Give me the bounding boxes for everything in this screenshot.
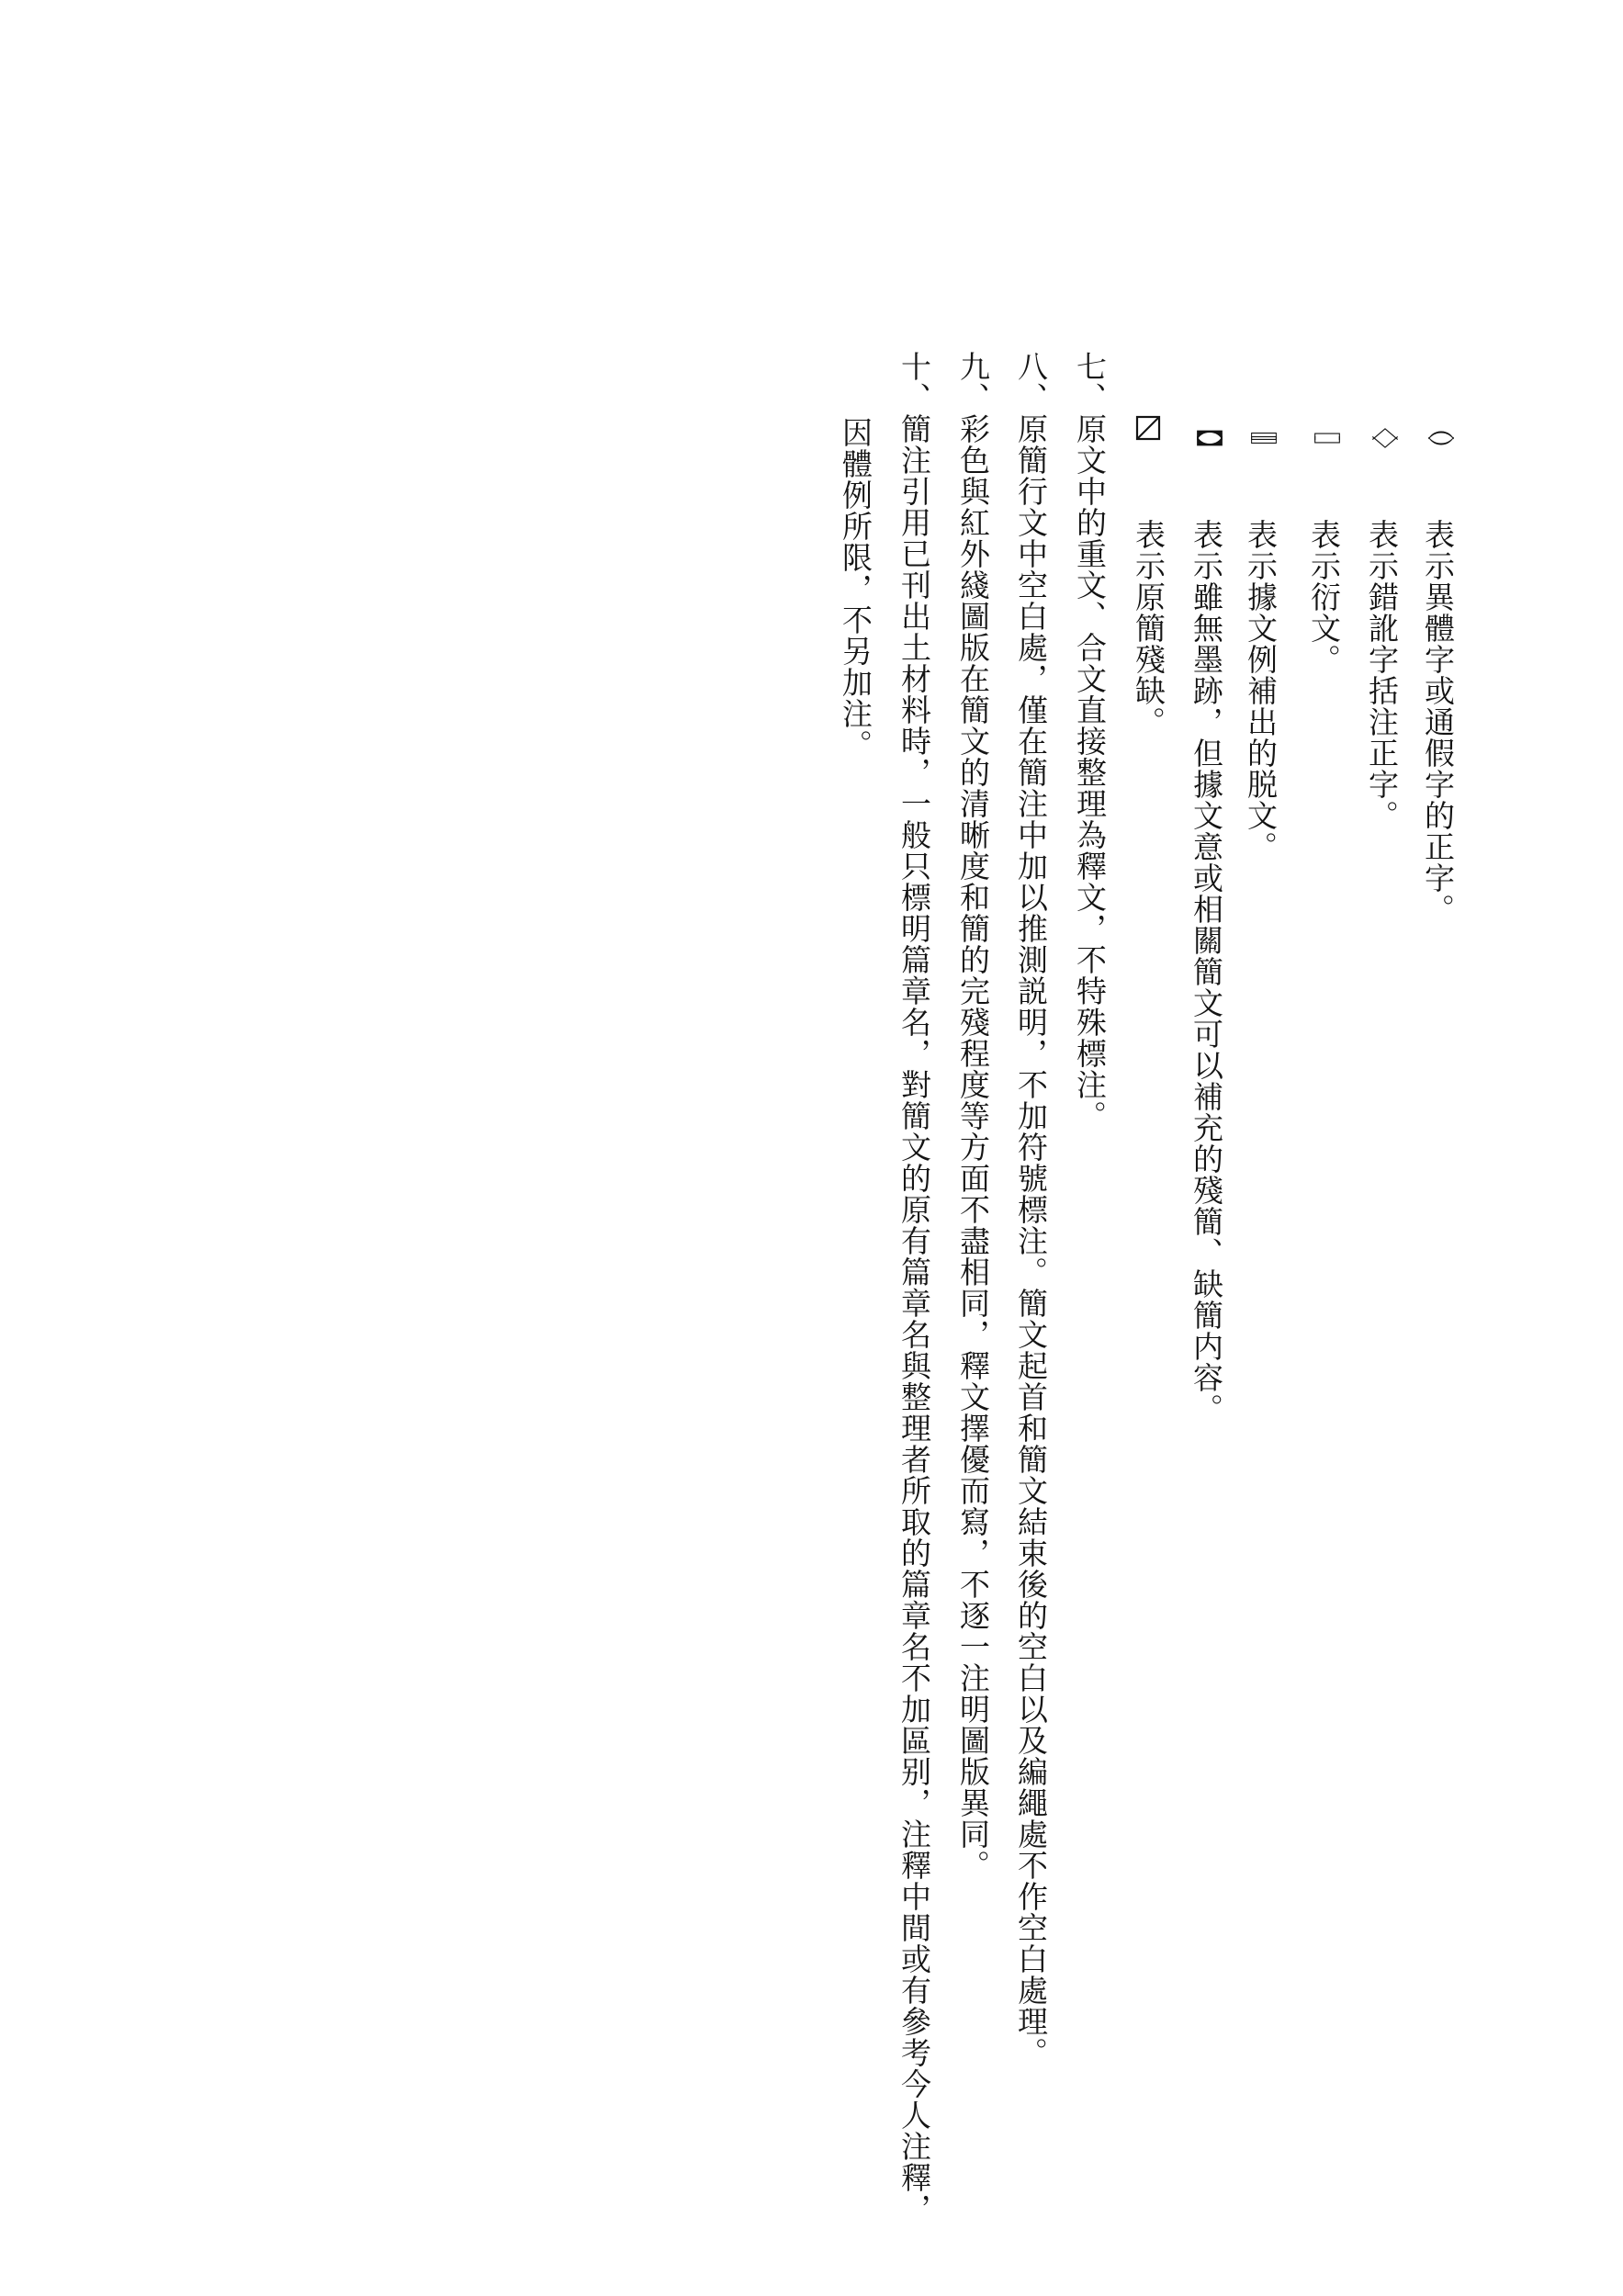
- rule-number: 九、: [955, 351, 991, 413]
- legend-symbol-lenticular-brackets: 【】: [1190, 413, 1223, 457]
- rule-text: 原簡行文中空白處，僅在簡注中加以推測説明，不加符號標注。簡文起首和簡文結束後的空白以及編繩處不作空白處理。: [1013, 413, 1049, 2068]
- rule-text: 原文中的重文、合文直接整理為釋文，不特殊標注。: [1072, 413, 1108, 1131]
- rule-item-nine: [952, 351, 993, 1881]
- legend-description-superfluous-text: 表示衍文。: [1306, 519, 1342, 675]
- rule-number: 十、: [896, 351, 932, 413]
- squared-diagonal-slash-icon: [1135, 415, 1161, 441]
- legend-symbol-angle-brackets: 〈〉: [1366, 413, 1398, 457]
- legend-description-damaged-slip: 表示原簡殘缺。: [1131, 519, 1167, 737]
- rule-text: 簡注引用已刊出土材料時，一般只標明篇章名，對簡文的原有篇章名與整理者所取的篇章名不加區别，注釋中間或有參考今人注釋，: [896, 413, 932, 2224]
- legend-symbol-square-brackets: ［］: [1308, 413, 1340, 457]
- rule-item-ten-continuation: [835, 417, 875, 760]
- legend-description-variant-characters: 表示異體字或通假字的正字。: [1420, 519, 1456, 925]
- legend-description-supplied-text: 表示據文例補出的脱文。: [1243, 519, 1279, 862]
- rule-text: 彩色與紅外綫圖版在簡文的清晰度和簡的完殘程度等方面不盡相同，釋文擇優而寫，不逐一注明圖版異同。: [955, 413, 991, 1881]
- rule-item-eight: [1010, 351, 1051, 2068]
- legend-symbol-double-brackets: 〚〛: [1245, 413, 1277, 457]
- legend-symbol-parentheses: （）: [1422, 413, 1454, 457]
- rule-item-ten: [894, 351, 934, 2224]
- legend-description-error-correction: 表示錯訛字括注正字。: [1364, 519, 1400, 831]
- legend-description-missing-slips: 表示雖無墨跡，但據文意或相關簡文可以補充的殘簡、缺簡内容。: [1189, 519, 1224, 1424]
- rule-number: 七、: [1072, 351, 1108, 413]
- rule-item-seven: [1069, 351, 1110, 1131]
- rule-text: 因體例所限，不另加注。: [838, 417, 873, 760]
- rule-number: 八、: [1013, 351, 1049, 413]
